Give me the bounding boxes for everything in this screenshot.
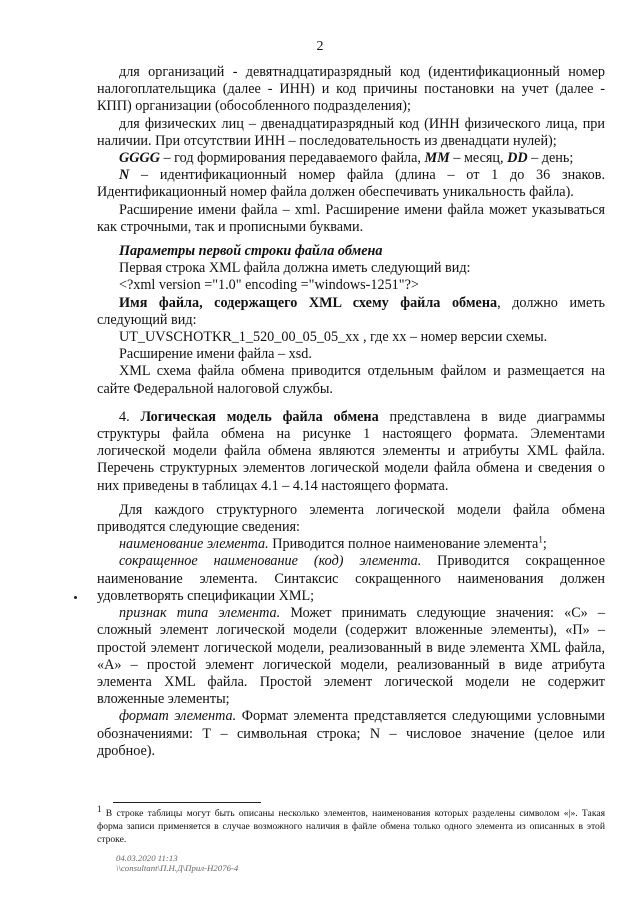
term-element-type: признак типа элемента.	[119, 605, 281, 622]
paragraph-element-info: Для каждого структурного элемента логической модели файла обмена приводятся следующие сведения:	[97, 501, 605, 536]
paragraph-logical-model	[97, 409, 605, 495]
text-fragment: – идентификационный номер файла (длина – от 1 до 36 знаков. Идентификационный номер файла должен обеспечивать уникальность файла).	[97, 167, 605, 201]
xml-declaration: <?xml version ="1.0" encoding ="windows-1251"?>	[119, 277, 419, 294]
stamp-date: 04.03.2020 11:13	[116, 853, 178, 863]
paragraph-first-line: Первая строка XML файла должна иметь следующий вид:	[119, 260, 471, 277]
text-fragment: , должно иметь следующий вид:	[97, 294, 605, 328]
footnote-ref[interactable]: 1	[538, 534, 543, 545]
text-fragment: представлена в виде диаграммы структуры файла обмена на рисунке 1 настоящего формата. Элементами логической модели файла обмена являются элементы и атрибуты XML файла. Перечень структурных элементов логической модели файла обмена и сведения о них приведены в таблицах 4.1 – 4.14 настоящего формата.	[97, 408, 606, 494]
code-dd: DD	[507, 150, 528, 167]
paragraph-element-code	[97, 553, 605, 605]
paragraph-extension: Расширение имени файла – xml. Расширение имени файла может указываться как строчными, так и прописными буквами.	[97, 201, 605, 235]
heading-first-line-params: Параметры первой строки файла обмена	[119, 243, 383, 260]
print-stamp	[116, 853, 238, 873]
text-fragment: – месяц,	[449, 150, 508, 167]
code-mm: MM	[424, 150, 450, 167]
paragraph-person-code: для физических лиц – двенадцатиразрядный код (ИНН физического лица, при наличии. При отсутствии ИНН – последовательность из двенадцати нулей);	[97, 115, 605, 149]
paragraph-schema-publication: XML схема файла обмена приводится отдельным файлом и размещается на сайте Федеральной налоговой службы.	[97, 363, 605, 397]
term-element-name: наименование элемента.	[119, 536, 269, 553]
paragraph-element-name	[97, 536, 605, 553]
schema-name-heading: Имя файла, содержащего XML схему файла обмена	[119, 294, 498, 311]
page-number: 2	[316, 39, 324, 54]
term-element-format: формат элемента.	[119, 708, 237, 725]
footnote-separator	[113, 802, 261, 803]
footnote	[97, 803, 605, 846]
footnote-text: В строке таблицы могут быть описаны несколько элементов, наименования которых разделены символом «|». Такая форма записи применяется в случае возможного наличия в файле обмена только одного элемента из описанных в этой строке.	[97, 808, 605, 845]
stamp-path: \\consultant\П.Н.Д\Прил-Н2076-4	[116, 863, 239, 873]
paragraph-xsd-extension: Расширение имени файла – xsd.	[119, 346, 312, 363]
code-n: N	[119, 167, 130, 184]
text-fragment: – день;	[527, 150, 574, 167]
paragraph-file-id	[97, 167, 605, 201]
text-fragment: Приводится сокращенное наименование элемента. Синтаксис сокращенного наименования должен удовлетворять спецификации XML;	[97, 553, 605, 604]
text-fragment: Формат элемента представляется следующими условными обозначениями: Т – символьная строка; N – числовое значение (целое или дробное).	[97, 708, 605, 759]
text-fragment: Приводится полное наименование элемента	[268, 536, 539, 553]
paragraph-org-code: для организаций - девятнадцатиразрядный код (идентификационный номер налогоплательщика (далее - ИНН) и код причины постановки на учет (далее - КПП) организации (обособленного подразделения);	[97, 64, 605, 115]
section-number: 4.	[119, 408, 141, 425]
text-fragment: ;	[542, 536, 547, 553]
text-fragment: Может принимать следующие значения: «С» – сложный элемент логической модели (содержит вложенные элементы), «П» – простой элемент логической модели, реализованный в виде элемента XML файла, «А» – простой элемент логической модели, реализованный в виде атрибута элемента XML файла. Простой элемент логической модели не содержит вложенные элементы;	[97, 605, 605, 708]
schema-file-name: UT_UVSCHOTKR_1_520_00_05_05_xx , где хх – номер версии схемы.	[119, 329, 548, 346]
code-gggg: GGGG	[119, 150, 160, 167]
paragraph-element-format	[97, 708, 605, 760]
logical-model-heading: Логическая модель файла обмена	[140, 408, 379, 425]
text-fragment: – год формирования передаваемого файла,	[159, 150, 425, 167]
footnote-mark: 1	[97, 803, 102, 814]
document-body	[97, 64, 605, 760]
term-element-code: сокращенное наименование (код) элемента.	[119, 553, 422, 570]
paragraph-date-codes	[97, 150, 605, 167]
paragraph-element-type	[97, 605, 605, 708]
margin-dot	[74, 596, 77, 599]
paragraph-schema-name	[97, 295, 605, 329]
